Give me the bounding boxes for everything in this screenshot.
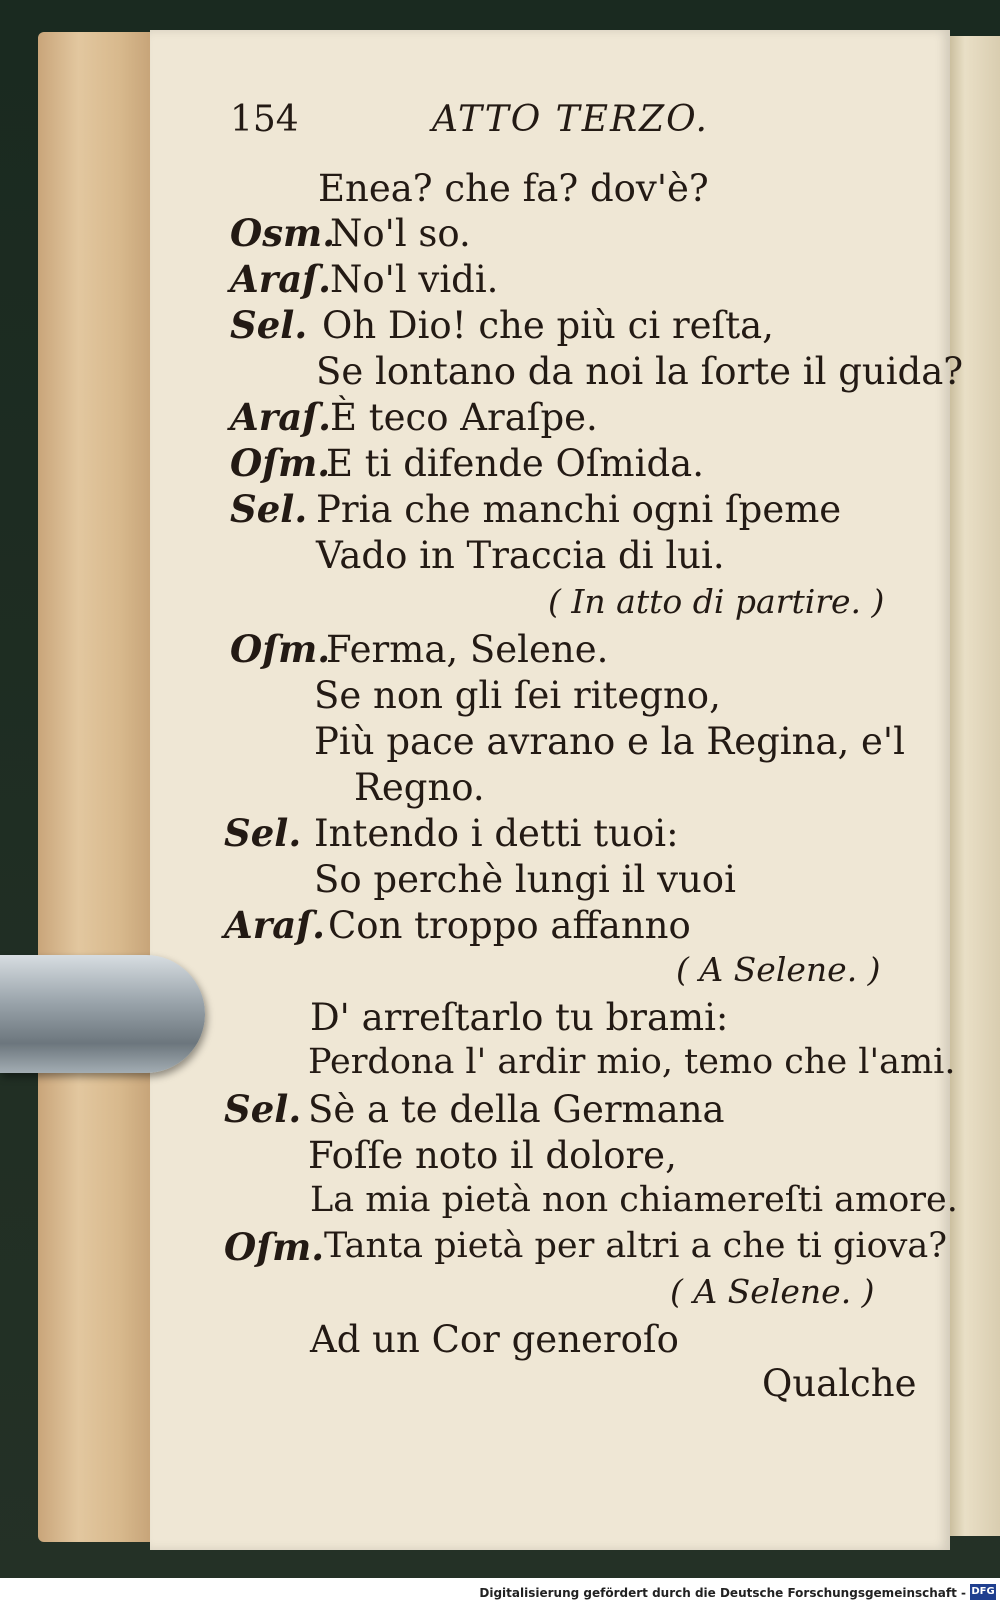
stage-direction: ( A Selene. ) (670, 1272, 875, 1311)
speaker-label: Araſ. (224, 903, 325, 947)
verse-line: Foſſe noto il dolore, (308, 1134, 677, 1177)
verse-line: E ti difende Oſmida. (326, 442, 704, 485)
speaker-label: Oſm. (230, 441, 331, 485)
stage-direction: ( A Selene. ) (676, 950, 881, 989)
verse-line: Vado in Traccia di lui. (316, 534, 725, 577)
verse-line: Pria che manchi ogni ſpeme (316, 488, 842, 531)
book-page-edges (38, 32, 154, 1542)
catchword: Qualche (762, 1362, 917, 1405)
stage-direction: ( In atto di partire. ) (548, 582, 885, 621)
verse-line: No'l so. (330, 212, 471, 255)
speaker-label: Oſm. (230, 627, 331, 671)
speaker-label: Osm. (230, 211, 336, 255)
verse-line: Enea? che fa? dov'è? (318, 167, 709, 210)
verse-line: Oh Dio! che più ci reſta, (322, 304, 774, 347)
speaker-label: Sel. (230, 487, 308, 531)
verse-line: Con troppo affanno (328, 904, 691, 947)
speaker-label: Araſ. (230, 257, 331, 301)
verse-line: Ad un Cor generoſo (310, 1318, 679, 1361)
verse-line: Se lontano da noi la ſorte il guida? (316, 350, 964, 393)
page-title: ATTO TERZO. (432, 99, 709, 140)
book-page (150, 30, 964, 1550)
verse-line: No'l vidi. (330, 258, 499, 301)
verse-line: D' arreſtarlo tu brami: (310, 996, 729, 1039)
verse-line: Sè a te della Germana (308, 1088, 725, 1131)
facing-page-edge (950, 36, 1000, 1536)
speaker-label: Sel. (224, 811, 302, 855)
speaker-label: Sel. (224, 1087, 302, 1131)
dfg-logo: DFG (970, 1584, 996, 1600)
verse-line: Perdona l' ardir mio, temo che l'ami. (308, 1042, 956, 1082)
page-holder-clip (0, 955, 205, 1073)
verse-line: Più pace avrano e la Regina, e'l (314, 720, 905, 763)
funding-credit: Digitalisierung gefördert durch die Deutsche Forschungsgemeinschaft - (479, 1586, 966, 1600)
verse-line: Regno. (354, 766, 485, 809)
page-number: 154 (230, 99, 299, 140)
verse-line: È teco Araſpe. (330, 396, 598, 439)
verse-line: Intendo i detti tuoi: (314, 812, 679, 855)
speaker-label: Araſ. (230, 395, 331, 439)
verse-line: La mia pietà non chiamereſti amore. (310, 1180, 958, 1220)
verse-line: So perchè lungi il vuoi (314, 858, 736, 901)
speaker-label: Sel. (230, 303, 308, 347)
verse-line: Tanta pietà per altri a che ti giova? (324, 1226, 948, 1266)
verse-line: Ferma, Selene. (326, 628, 609, 671)
verse-line: Se non gli ſei ritegno, (314, 674, 721, 717)
speaker-label: Oſm. (224, 1225, 325, 1269)
